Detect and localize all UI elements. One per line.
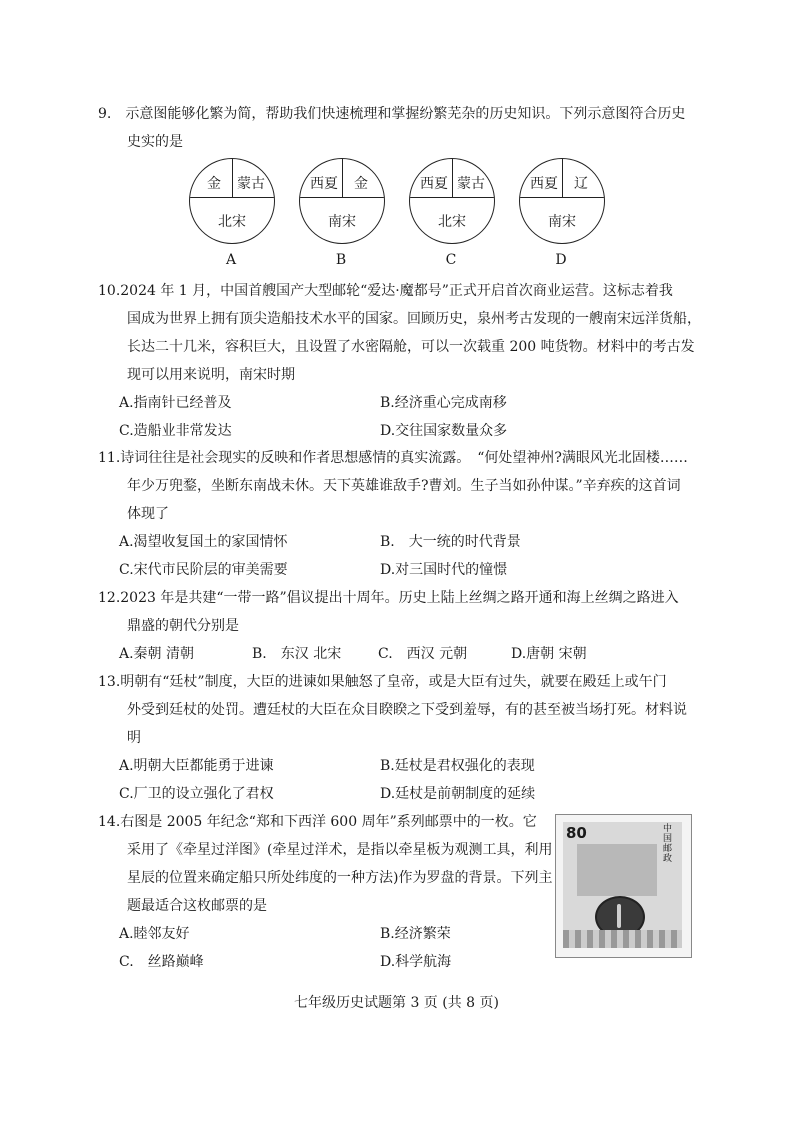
q12-stem-line1: 12.2023 年是共建“一带一路”倡议提出十周年。历史上陆上丝绸之路开通和海上丝绸之路进入 — [98, 590, 679, 606]
q9-option-d-diagram — [515, 155, 611, 273]
territory-circle — [299, 158, 385, 244]
q9-option-c-diagram — [405, 155, 501, 273]
q11-stem-line2: 年少万兜鍪，坐断东南战未休。天下英雄谁敌手?曹刘。生子当如孙仲谋。”辛弃疾的这首词 — [127, 478, 681, 494]
stamp-artwork — [563, 822, 682, 948]
q14-option-d: D.科学航海 — [380, 954, 452, 970]
circle-top-left: 金 — [207, 176, 221, 192]
q13-stem-line3: 明 — [127, 730, 141, 746]
q11-option-c: C.宋代市民阶层的审美需要 — [119, 562, 288, 578]
q9-option-a-diagram — [185, 155, 281, 273]
circle-bottom: 北宋 — [438, 214, 466, 230]
page-footer: 七年级历史试题第 3 页 (共 8 页) — [294, 995, 499, 1011]
stamp-post-name: 中国邮政 — [663, 824, 673, 864]
q13-option-d: D.廷杖是前朝制度的延续 — [380, 786, 536, 802]
q10-stem-line4: 现可以用来说明，南宋时期 — [127, 367, 295, 383]
option-letter: C — [445, 252, 457, 268]
star-chart-scene — [577, 844, 657, 896]
q13-option-c: C.厂卫的设立强化了君权 — [119, 786, 274, 802]
q13-option-a: A.明朝大臣都能勇于进谏 — [119, 758, 274, 774]
q12-option-b: B. 东汉 北宋 — [252, 646, 342, 662]
q10-option-b: B.经济重心完成南移 — [380, 395, 507, 411]
q13-option-b: B.廷杖是君权强化的表现 — [380, 758, 535, 774]
stamp-value: 80 — [566, 824, 587, 842]
q14-stem-line4: 题最适合这枚邮票的是 — [127, 898, 267, 914]
q13-stem-line2: 外受到廷杖的处罚。遭廷杖的大臣在众目睽睽之下受到羞辱，有的甚至被当场打死。材料说 — [127, 702, 687, 718]
q10-option-d: D.交往国家数量众多 — [380, 423, 508, 439]
q9-stem-line2: 史实的是 — [127, 134, 183, 150]
q11-stem-line1: 11.诗词往往是社会现实的反映和作者思想感情的真实流露。 “何处望神州?满眼风光北固楼…… — [98, 450, 688, 466]
q14-option-b: B.经济繁荣 — [380, 926, 451, 942]
q14-option-c: C. 丝路巅峰 — [119, 954, 204, 970]
territory-circle — [519, 158, 605, 244]
circle-top-right: 辽 — [574, 176, 588, 192]
zheng-he-stamp-image — [555, 814, 692, 958]
circle-top-right: 金 — [354, 176, 368, 192]
option-letter: D — [555, 252, 567, 268]
q11-stem-line3: 体现了 — [127, 506, 169, 522]
option-letter: A — [225, 252, 237, 268]
q11-option-a: A.渴望收复国土的家国情怀 — [119, 534, 288, 550]
q14-stem-line2: 采用了《牵星过洋图》(牵星过洋术，是指以牵星板为观测工具，利用 — [127, 842, 553, 858]
circle-top-left: 西夏 — [310, 176, 338, 192]
q10-option-a: A.指南针已经普及 — [119, 395, 232, 411]
q9-stem-line1: 9. 示意图能够化繁为简，帮助我们快速梳理和掌握纷繁芜杂的历史知识。下列示意图符合历史 — [98, 106, 686, 122]
circle-bottom: 南宋 — [328, 214, 356, 230]
q10-stem-line2: 国成为世界上拥有顶尖造船技术水平的国家。回顾历史，泉州考古发现的一艘南宋远洋货船， — [127, 311, 701, 327]
q14-stem-line3: 星辰的位置来确定船只所处纬度的一种方法)作为罗盘的背景。下列主 — [127, 870, 553, 886]
circle-bottom: 南宋 — [548, 214, 576, 230]
q14-option-a: A.睦邻友好 — [119, 926, 190, 942]
q10-stem-line3: 长达二十几米，容积巨大，且设置了水密隔舱，可以一次载重 200 吨货物。材料中的考古发 — [127, 339, 695, 355]
q13-stem-line1: 13.明朝有“廷杖”制度，大臣的进谏如果触怒了皇帝，或是大臣有过失，就要在殿廷上或午门 — [98, 674, 667, 690]
q11-option-b: B. 大一统的时代背景 — [380, 534, 521, 550]
q12-stem-line2: 鼎盛的朝代分别是 — [127, 618, 239, 634]
circle-bottom: 北宋 — [218, 214, 246, 230]
option-letter: B — [335, 252, 347, 268]
q12-option-d: D.唐朝 宋朝 — [511, 646, 587, 662]
territory-circle — [189, 158, 275, 244]
q14-stem-line1: 14.右图是 2005 年纪念“郑和下西洋 600 周年”系列邮票中的一枚。它 — [98, 814, 537, 830]
q11-option-d: D.对三国时代的憧憬 — [380, 562, 508, 578]
q9-diagram — [185, 155, 605, 273]
q10-option-c: C.造船业非常发达 — [119, 423, 232, 439]
circle-top-left: 西夏 — [530, 176, 558, 192]
q12-option-c: C. 西汉 元朝 — [378, 646, 468, 662]
circle-top-left: 西夏 — [420, 176, 448, 192]
q10-stem-line1: 10.2024 年 1 月，中国首艘国产大型邮轮“爱达·魔都号”正式开启首次商业运营。这标志着我 — [98, 283, 673, 299]
q9-option-b-diagram — [295, 155, 391, 273]
territory-circle — [409, 158, 495, 244]
waves-pattern — [563, 930, 682, 948]
circle-top-right: 蒙古 — [457, 176, 485, 192]
circle-top-right: 蒙古 — [237, 176, 265, 192]
q12-option-a: A.秦朝 清朝 — [119, 646, 195, 662]
